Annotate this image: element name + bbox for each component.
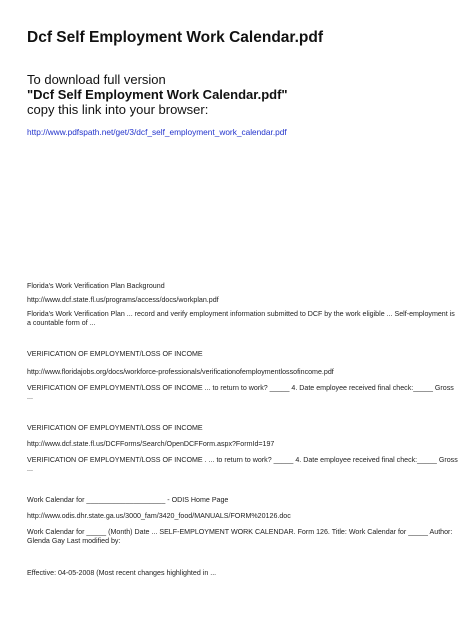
result-2-url[interactable]: http://www.floridajobs.org/docs/workforce-professionals/verificationofemploymentlossofincome.pdf <box>27 368 334 376</box>
download-instruction: To download full version <box>27 72 166 87</box>
result-4-url[interactable]: http://www.odis.dhr.state.ga.us/3000_fam/3420_food/MANUALS/FORM%20126.doc <box>27 512 291 520</box>
result-2-snippet: VERIFICATION OF EMPLOYMENT/LOSS OF INCOME ... to return to work? _____ 4. Date employee received final check:_____ Gross ... <box>27 384 454 401</box>
document-title: Dcf Self Employment Work Calendar.pdf <box>27 29 323 46</box>
result-4-snippet: Work Calendar for _____ (Month) Date ... SELF-EMPLOYMENT WORK CALENDAR. Form 126. Title: Work Calendar for _____ Author: Glenda Gay Last modified by: <box>27 528 453 545</box>
result-3-url[interactable]: http://www.dcf.state.fl.us/DCFForms/Search/OpenDCFForm.aspx?FormId=197 <box>27 440 275 448</box>
download-copy-instruction: copy this link into your browser: <box>27 102 209 117</box>
result-2-heading: VERIFICATION OF EMPLOYMENT/LOSS OF INCOME <box>27 350 203 358</box>
result-1-snippet: Florida's Work Verification Plan ... record and verify employment information submitted to DCF by the work eligible ... Self-employment is a countable form of ... <box>27 310 455 327</box>
download-link[interactable]: http://www.pdfspath.net/get/3/dcf_self_employment_work_calendar.pdf <box>27 127 287 137</box>
result-4-heading: Work Calendar for ____________________ - ODIS Home Page <box>27 496 229 504</box>
result-3-snippet: VERIFICATION OF EMPLOYMENT/LOSS OF INCOME . ... to return to work? _____ 4. Date employee received final check:_____ Gross ... <box>27 456 458 473</box>
result-5-heading: Effective: 04-05-2008 (Most recent changes highlighted in ... <box>27 569 217 577</box>
result-3-heading: VERIFICATION OF EMPLOYMENT/LOSS OF INCOME <box>27 424 203 432</box>
download-filename: "Dcf Self Employment Work Calendar.pdf" <box>27 87 288 102</box>
result-1-heading: Florida's Work Verification Plan Background <box>27 282 165 290</box>
result-1-url[interactable]: http://www.dcf.state.fl.us/programs/access/docs/workplan.pdf <box>27 296 219 304</box>
